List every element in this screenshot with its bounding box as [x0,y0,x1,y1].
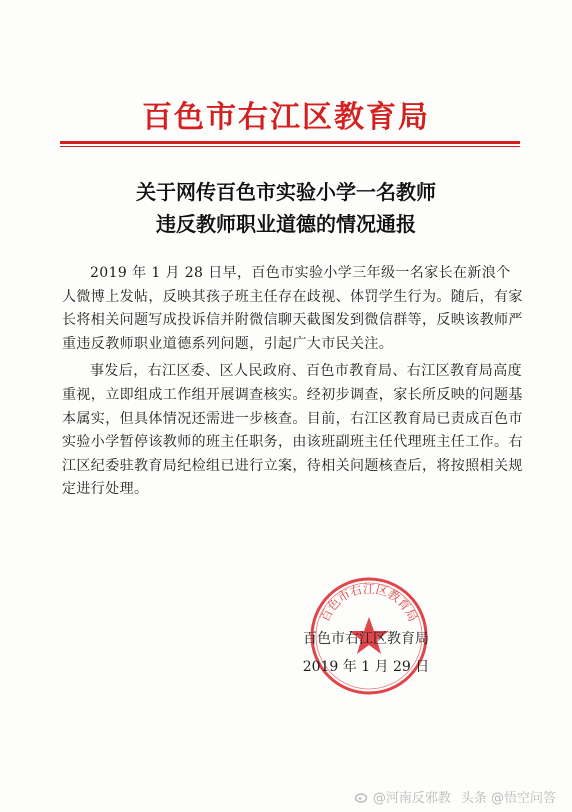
notice-title [0,176,572,240]
seal-text: 百色市右江区教育局 [317,581,421,624]
notice-title-line-1: 关于网传百色市实验小学一名教师 [136,180,436,204]
signature-block [286,625,446,681]
header-rule-thick [60,141,520,144]
weibo-watermark [355,787,451,806]
notice-title-line-2: 违反教师职业道德的情况通报 [156,212,416,236]
notice-paragraph-2: 事发后，右江区委、区人民政府、百色市教育局、右江区教育局高度重视，立即组成工作组开展调查核实。经初步调查，家长所反映的问题基本属实，但具体情况还需进一步核查。目前，右江区教育局已责成百色市实验小学暂停该教师的班主任职务，由该班副班主任代理班主任工作。右江区纪委驻教育局纪检组已进行立案，待相关问题核查后，将按照相关规定进行处理。 [62,363,523,498]
weibo-icon [355,791,369,803]
signature-issuer: 百色市右江区教育局 [303,631,429,647]
notice-body [62,262,524,506]
watermark [355,787,556,806]
notice-paragraph-1: 2019 年 1 月 28 日早，百色市实验小学三年级一名家长在新浪个人微博上发帖，反映其孩子班主任存在歧视、体罚学生行为。随后，有家长将相关问题写成投诉信并附微信聊天截图发到微信群等，反映该教师严重违反教师职业道德系列问题，引起广大市民关注。 [62,265,523,352]
brand-watermark [461,787,556,806]
header-rule-thin [60,146,520,147]
organization-header: 百色市右江区教育局 [142,100,430,135]
weibo-handle: @河南反邪教 [372,791,451,806]
brand-label: 头条 @悟空问答 [460,791,556,806]
signature-date: 2019 年 1 月 29 日 [302,659,430,675]
